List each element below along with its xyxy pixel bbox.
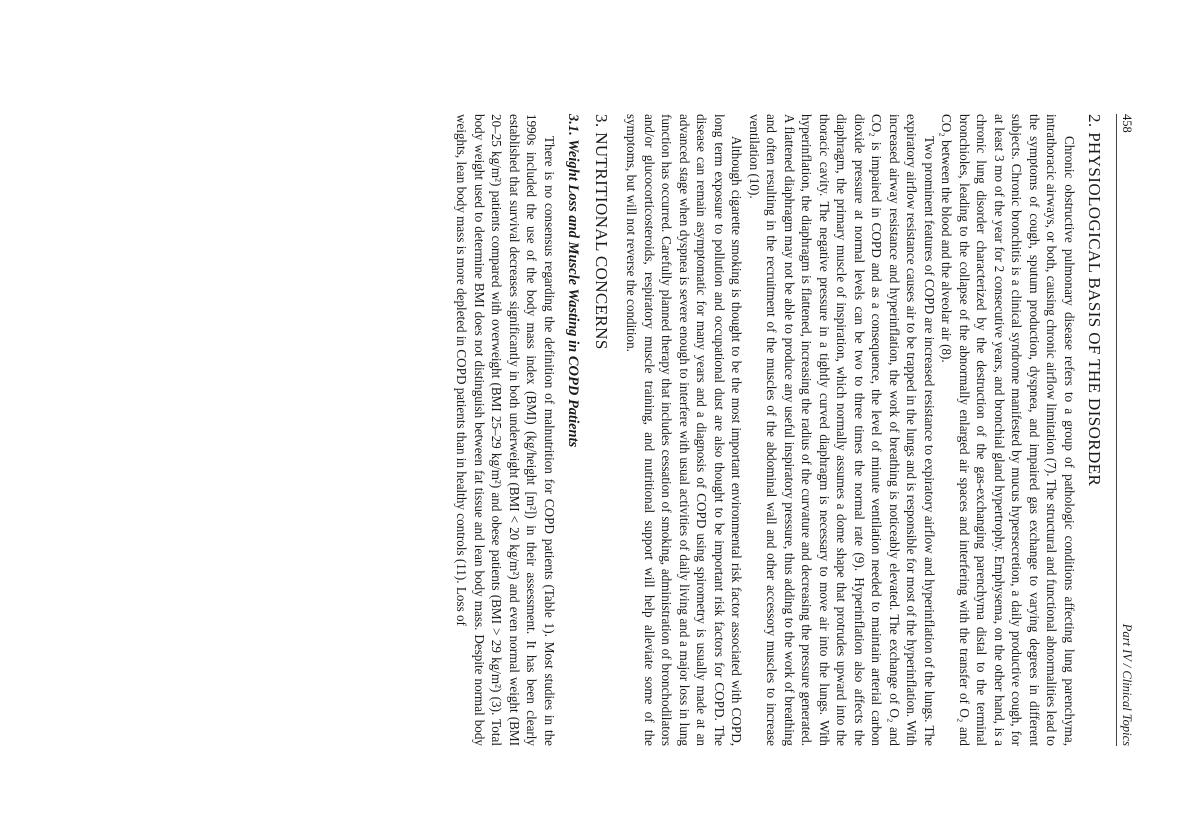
- page-number: 458: [1120, 114, 1134, 133]
- section-heading-nutritional-concerns: 3. NUTRITIONAL CONCERNS: [592, 114, 611, 350]
- paragraph: Chronic obstructive pulmonary disease refers to a group of pathologic conditions affecting lung parenchyma, intrathoracic airways, or both, causing chronic airflow limitation (7). The structural and functional abnormalities lead to the symptoms of cough, sputum production, dyspnea, and impaired gas exchange to varying degrees in different subjects. Chronic bronchitis is a clinical syndrome manifested by mucus hypersecretion, a daily productive cough, for at least 3 mo of the year for 2 consecutive years, and bronchial gland hypertrophy. Emphysema, on the other hand, is a chronic lung disorder characterized by the destruction of the gas-exchanging parenchyma distal to the terminal bronchioles, leading to the collapse of the abnormally enlarged air spaces and interfering with the transfer of O₂ and CO₂ between the blood and the alveolar air (8).: [939, 114, 1077, 746]
- paragraph: Two prominent features of COPD are increased resistance to expiratory airflow and hyperinflation of the lungs. The expiratory airflow resistance causes air to be trapped in the lungs and is responsible for most of the hyperinflation. With increased airway resistance and hyperinflation, the work of breathing is noticeably elevated. The exchange of O₂ and CO₂ is impaired in COPD and as a consequence, the level of minute ventilation needed to maintain arterial carbon dioxide pressure at normal levels can be two to three times the normal rate (9). Hyperinflation also affects the diaphragm, the primary muscle of inspiration, which normally assumes a dome shape that protrudes upward into the thoracic cavity. The negative pressure in a tightly curved diaphragm is necessary to move air into the lungs. With hyperinflation, the diaphragm is flattened, increasing the radius of the curvature and decreasing the pressure generated. A flattened diaphragm may not be able to produce any useful inspiratory pressure, thus adding to the work of breathing and often resulting in the recruitment of the muscles of the abdominal wall and other accessory muscles to increase ventilation (10).: [747, 114, 937, 746]
- subsection-heading-weight-loss: 3.1. Weight Loss and Muscle Wasting in COPD Patients: [565, 114, 581, 448]
- paragraph: There is no consensus regarding the definition of malnutrition for COPD patients (Table 1). Most studies in the 1990s included the use of the body mass index (BMI) (kg/height [m²]) in their assessment. It has been clearly established that survival decreases significantly in both underweight (BMI < 20 kg/m²) and even normal weight (BMI 20–25 kg/m²) patients compared with overweight (BMI 25–29 kg/m²) and obese patients (BMI > 29 kg/m²) (3). Total body weight used to determine BMI does not distinguish between fat tissue and lean body mass. Despite normal body weights, lean body mass is more depleted in COPD patients than in healthy controls (11). Loss of: [454, 114, 557, 746]
- paragraph: Although cigarette smoking is thought to be the most important environmental risk factor associated with COPD, long term exposure to pollution and occupational dust are also thought to be important risk factors for COPD. The disease can remain asymptomatic for many years and a diagnosis of COPD using spirometry is usually made at an advanced stage when dyspnea is severe enough to interfere with usual activities of daily living and a major loss in lung function has occurred. Carefully planned therapy that includes cessation of smoking, administration of bronchodilators and/or glucocorticosteroids, respiratory muscle training, and nutritional support will help alleviate some of the symptoms, but will not reverse the condition.: [624, 114, 745, 746]
- running-head: [1116, 114, 1134, 746]
- part-title: Part IV / Clinical Topics: [1120, 623, 1134, 746]
- section-heading-physiological-basis: 2. PHYSIOLOGICAL BASIS OF THE DISORDER: [1085, 114, 1104, 487]
